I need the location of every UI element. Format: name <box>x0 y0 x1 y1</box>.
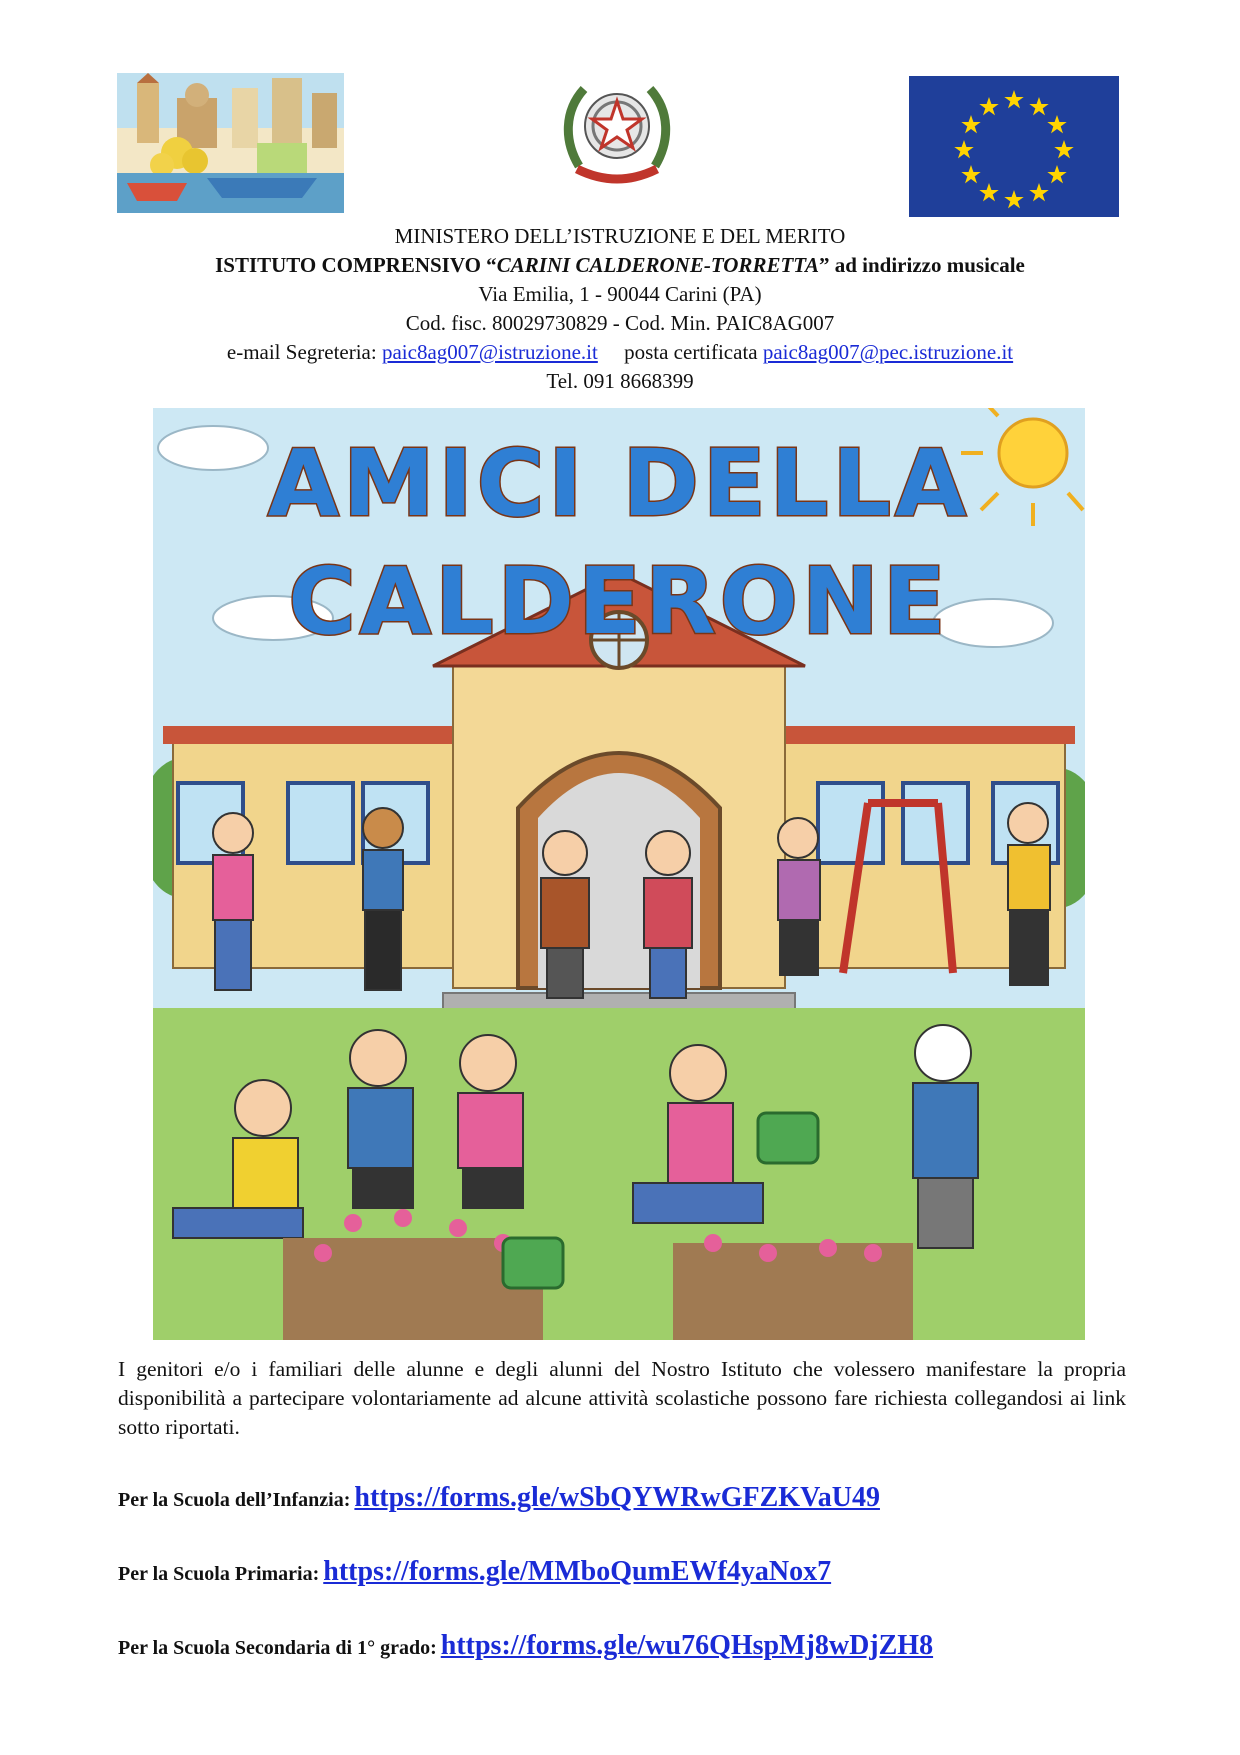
form-link-infanzia[interactable]: https://forms.gle/wSbQYWRwGFZKVaU49 <box>354 1482 880 1513</box>
email-label: e-mail Segreteria: <box>226 340 377 364</box>
poster-title-line1: AMICI DELLA <box>267 430 971 537</box>
institute-name: ISTITUTO COMPRENSIVO “CARINI CALDERONE-TORRETTA” ad indirizzo musicale <box>215 253 1025 277</box>
poster-title-line2: CALDERONE <box>288 548 950 655</box>
contacts <box>0 338 1240 367</box>
link-label-primaria: Per la Scuola Primaria: <box>118 1563 320 1585</box>
fiscal-codes: Cod. fisc. 80029730829 - Cod. Min. PAIC8AG007 <box>405 311 835 335</box>
italian-republic-emblem <box>559 71 675 187</box>
form-link-secondaria[interactable]: https://forms.gle/wu76QHspMj8wDjZH8 <box>440 1630 934 1661</box>
link-label-infanzia: Per la Scuola dell’Infanzia: <box>118 1489 351 1511</box>
town-logo <box>117 73 344 213</box>
institution-header <box>0 222 1240 396</box>
intro-paragraph: I genitori e/o i familiari delle alunne e degli alunni del Nostro Istituto che volessero manifestare la propria disponibilità a partecipare volontariamente ad alcune attività scolastiche possono fare richiesta collegandosi ai link sotto riportati. <box>118 1357 1126 1439</box>
form-link-primaria[interactable]: https://forms.gle/MMboQumEWf4yaNox7 <box>323 1556 832 1587</box>
phone: Tel. 091 8668399 <box>546 369 694 393</box>
pec-label: posta certificata <box>624 340 758 364</box>
pec-link[interactable]: paic8ag007@pec.istruzione.it <box>762 340 1014 364</box>
eu-flag <box>909 76 1119 217</box>
link-label-secondaria: Per la Scuola Secondaria di 1° grado: <box>118 1637 437 1659</box>
email-link[interactable]: paic8ag007@istruzione.it <box>381 340 598 364</box>
link-row-primaria <box>118 1556 1128 1588</box>
address: Via Emilia, 1 - 90044 Carini (PA) <box>478 282 762 306</box>
ministry-name: MINISTERO DELL’ISTRUZIONE E DEL MERITO <box>394 224 846 248</box>
link-row-infanzia <box>118 1482 1128 1514</box>
poster-illustration <box>153 408 1085 1340</box>
link-row-secondaria <box>118 1630 1128 1662</box>
